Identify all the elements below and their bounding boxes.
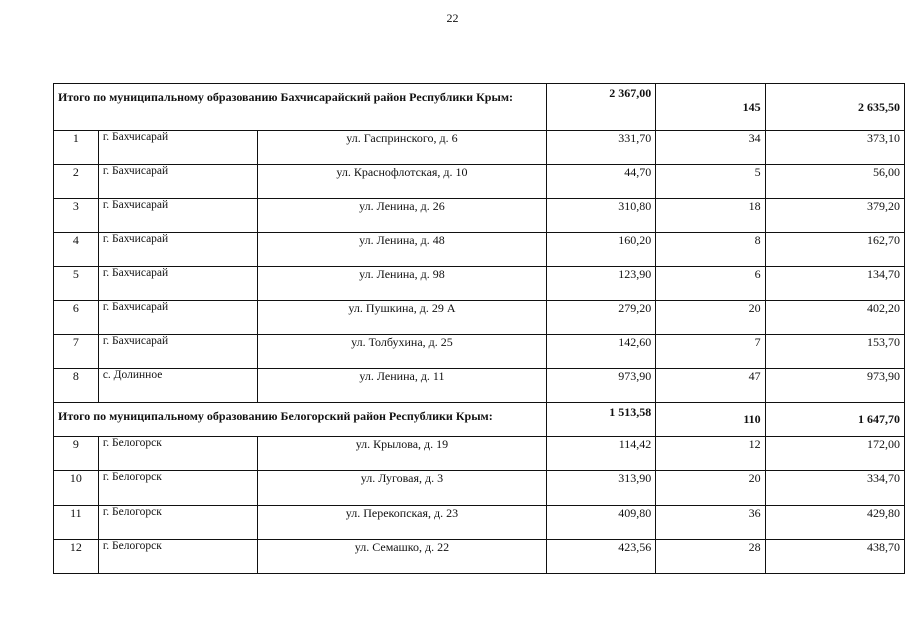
table-body — [54, 84, 905, 574]
cost-cell: 438,70 — [765, 540, 904, 574]
address-cell: ул. Крылова, д. 19 — [258, 437, 547, 471]
row-number: 9 — [54, 437, 99, 471]
settlement-cell: г. Белогорск — [98, 506, 257, 540]
table-row — [54, 540, 905, 574]
group-summary-row — [54, 84, 905, 131]
row-number: 10 — [54, 471, 99, 506]
summary-area: 2 367,00 — [546, 84, 656, 131]
row-number: 6 — [54, 301, 99, 335]
table-row — [54, 165, 905, 199]
address-cell: ул. Перекопская, д. 23 — [258, 506, 547, 540]
address-cell: ул. Гаспринского, д. 6 — [258, 131, 547, 165]
cost-cell: 334,70 — [765, 471, 904, 506]
summary-area: 1 513,58 — [546, 403, 656, 437]
settlement-cell: г. Белогорск — [98, 437, 257, 471]
settlement-cell: с. Долинное — [98, 369, 257, 403]
area-cell: 44,70 — [546, 165, 656, 199]
housing-table — [53, 83, 905, 574]
address-cell: ул. Ленина, д. 98 — [258, 267, 547, 301]
count-cell: 8 — [656, 233, 765, 267]
table-row — [54, 335, 905, 369]
cost-cell: 153,70 — [765, 335, 904, 369]
cost-cell: 973,90 — [765, 369, 904, 403]
table-row — [54, 437, 905, 471]
cost-cell: 172,00 — [765, 437, 904, 471]
count-cell: 12 — [656, 437, 765, 471]
address-cell: ул. Ленина, д. 48 — [258, 233, 547, 267]
address-cell: ул. Толбухина, д. 25 — [258, 335, 547, 369]
count-cell: 7 — [656, 335, 765, 369]
address-cell: ул. Ленина, д. 26 — [258, 199, 547, 233]
row-number: 4 — [54, 233, 99, 267]
table-row — [54, 233, 905, 267]
table-row — [54, 301, 905, 335]
count-cell: 6 — [656, 267, 765, 301]
area-cell: 142,60 — [546, 335, 656, 369]
cost-cell: 402,20 — [765, 301, 904, 335]
settlement-cell: г. Белогорск — [98, 471, 257, 506]
row-number: 3 — [54, 199, 99, 233]
count-cell: 47 — [656, 369, 765, 403]
address-cell: ул. Краснофлотская, д. 10 — [258, 165, 547, 199]
row-number: 8 — [54, 369, 99, 403]
summary-cost: 1 647,70 — [765, 403, 904, 437]
area-cell: 279,20 — [546, 301, 656, 335]
count-cell: 18 — [656, 199, 765, 233]
address-cell: ул. Семашко, д. 22 — [258, 540, 547, 574]
settlement-cell: г. Бахчисарай — [98, 267, 257, 301]
area-cell: 409,80 — [546, 506, 656, 540]
summary-label: Итого по муниципальному образованию Белогорский район Республики Крым: — [54, 403, 547, 437]
count-cell: 5 — [656, 165, 765, 199]
count-cell: 20 — [656, 471, 765, 506]
summary-count: 145 — [656, 84, 765, 131]
cost-cell: 373,10 — [765, 131, 904, 165]
row-number: 5 — [54, 267, 99, 301]
row-number: 11 — [54, 506, 99, 540]
address-cell: ул. Луговая, д. 3 — [258, 471, 547, 506]
summary-count: 110 — [656, 403, 765, 437]
area-cell: 331,70 — [546, 131, 656, 165]
row-number: 2 — [54, 165, 99, 199]
address-cell: ул. Ленина, д. 11 — [258, 369, 547, 403]
settlement-cell: г. Бахчисарай — [98, 199, 257, 233]
table-row — [54, 131, 905, 165]
address-cell: ул. Пушкина, д. 29 А — [258, 301, 547, 335]
count-cell: 34 — [656, 131, 765, 165]
count-cell: 20 — [656, 301, 765, 335]
area-cell: 313,90 — [546, 471, 656, 506]
page-number: 22 — [446, 11, 459, 25]
settlement-cell: г. Бахчисарай — [98, 233, 257, 267]
area-cell: 160,20 — [546, 233, 656, 267]
count-cell: 28 — [656, 540, 765, 574]
area-cell: 123,90 — [546, 267, 656, 301]
cost-cell: 134,70 — [765, 267, 904, 301]
settlement-cell: г. Бахчисарай — [98, 335, 257, 369]
cost-cell: 429,80 — [765, 506, 904, 540]
settlement-cell: г. Белогорск — [98, 540, 257, 574]
settlement-cell: г. Бахчисарай — [98, 165, 257, 199]
area-cell: 973,90 — [546, 369, 656, 403]
table-row — [54, 267, 905, 301]
settlement-cell: г. Бахчисарай — [98, 301, 257, 335]
cost-cell: 162,70 — [765, 233, 904, 267]
table-row — [54, 199, 905, 233]
count-cell: 36 — [656, 506, 765, 540]
group-summary-row — [54, 403, 905, 437]
area-cell: 114,42 — [546, 437, 656, 471]
table-row — [54, 506, 905, 540]
area-cell: 423,56 — [546, 540, 656, 574]
area-cell: 310,80 — [546, 199, 656, 233]
cost-cell: 56,00 — [765, 165, 904, 199]
row-number: 1 — [54, 131, 99, 165]
cost-cell: 379,20 — [765, 199, 904, 233]
row-number: 7 — [54, 335, 99, 369]
summary-label: Итого по муниципальному образованию Бахчисарайский район Республики Крым: — [54, 84, 547, 131]
table-row — [54, 369, 905, 403]
summary-cost: 2 635,50 — [765, 84, 904, 131]
row-number: 12 — [54, 540, 99, 574]
settlement-cell: г. Бахчисарай — [98, 131, 257, 165]
table-row — [54, 471, 905, 506]
